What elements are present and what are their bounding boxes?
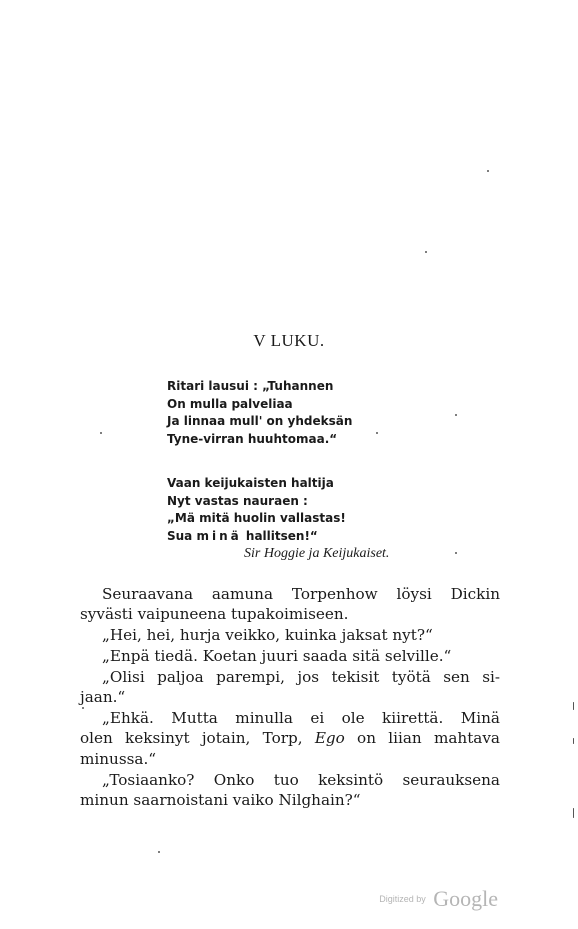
epigraph-line: Ja linnaa mull' on yhdeksän xyxy=(167,414,353,428)
epigraph-stanza-2 xyxy=(167,475,467,545)
scan-speck xyxy=(487,170,489,172)
google-logo: Google xyxy=(433,886,498,911)
text-line: „Enpä tiedä. Koetan juuri saada sitä selville.“ xyxy=(102,647,452,665)
epigraph-line: „Mä mitä huolin vallastas! xyxy=(167,511,346,525)
paragraph-3 xyxy=(80,646,500,666)
epigraph-spaced-text: minä xyxy=(196,528,242,543)
text-line: „Tosiaanko? Onko tuo keksintö seurauksena xyxy=(102,771,500,789)
scan-speck xyxy=(573,738,574,744)
paragraph-5 xyxy=(80,708,500,769)
scan-speck xyxy=(376,432,378,434)
epigraph-text: hallitsen!“ xyxy=(241,528,318,543)
scan-speck xyxy=(425,251,427,253)
paragraph-2 xyxy=(80,625,500,645)
scan-speck xyxy=(455,414,457,416)
paragraph-1 xyxy=(80,584,500,625)
epigraph-stanza-1 xyxy=(167,378,467,448)
text-line: minun saarnoistani vaiko Nilghain?“ xyxy=(80,791,361,810)
text-segment: olen keksinyt jotain, Torp, xyxy=(80,729,315,748)
epigraph-line-last xyxy=(167,528,467,546)
epigraph-line: On mulla palveliaa xyxy=(167,396,293,411)
chapter-title: V LUKU. xyxy=(253,331,325,350)
text-line: syvästi vaipuneena tupakoimiseen. xyxy=(80,605,349,624)
text-line: „Ehkä. Mutta minulla ei ole kiirettä. Minä xyxy=(102,709,500,727)
digitized-watermark xyxy=(379,886,498,912)
epigraph-text: Sua xyxy=(167,528,197,543)
text-line: minussa.“ xyxy=(80,749,157,768)
epigraph-line: Nyt vastas nauraen : xyxy=(167,493,308,508)
scan-speck xyxy=(455,552,457,554)
epigraph-line: Ritari lausui : „Tuhannen xyxy=(167,379,334,393)
paragraph-4 xyxy=(80,667,500,708)
epigraph-attribution: Sir Hoggie ja Keijukaiset. xyxy=(244,546,390,561)
scan-speck xyxy=(158,851,160,853)
scan-speck xyxy=(100,432,102,434)
text-segment: on liian mahtava xyxy=(344,729,500,748)
text-line xyxy=(80,728,500,748)
scan-speck xyxy=(573,702,574,710)
text-line: „Hei, hei, hurja veikko, kuinka jaksat nyt?“ xyxy=(102,626,433,644)
epigraph-line: Tyne-virran huuhtomaa.“ xyxy=(167,431,338,446)
watermark-prefix: Digitized by xyxy=(379,894,426,904)
scan-speck xyxy=(573,808,574,818)
epigraph-line: Vaan keijukaisten haltija xyxy=(167,476,334,490)
italic-word: Ego xyxy=(314,729,345,748)
text-line: Seuraavana aamuna Torpenhow löysi Dickin xyxy=(102,585,500,603)
paragraph-6 xyxy=(80,770,500,811)
text-line: „Olisi paljoa parempi, jos tekisit työtä sen si- xyxy=(102,668,500,686)
scan-speck xyxy=(82,707,84,709)
text-line: jaan.“ xyxy=(80,688,126,707)
